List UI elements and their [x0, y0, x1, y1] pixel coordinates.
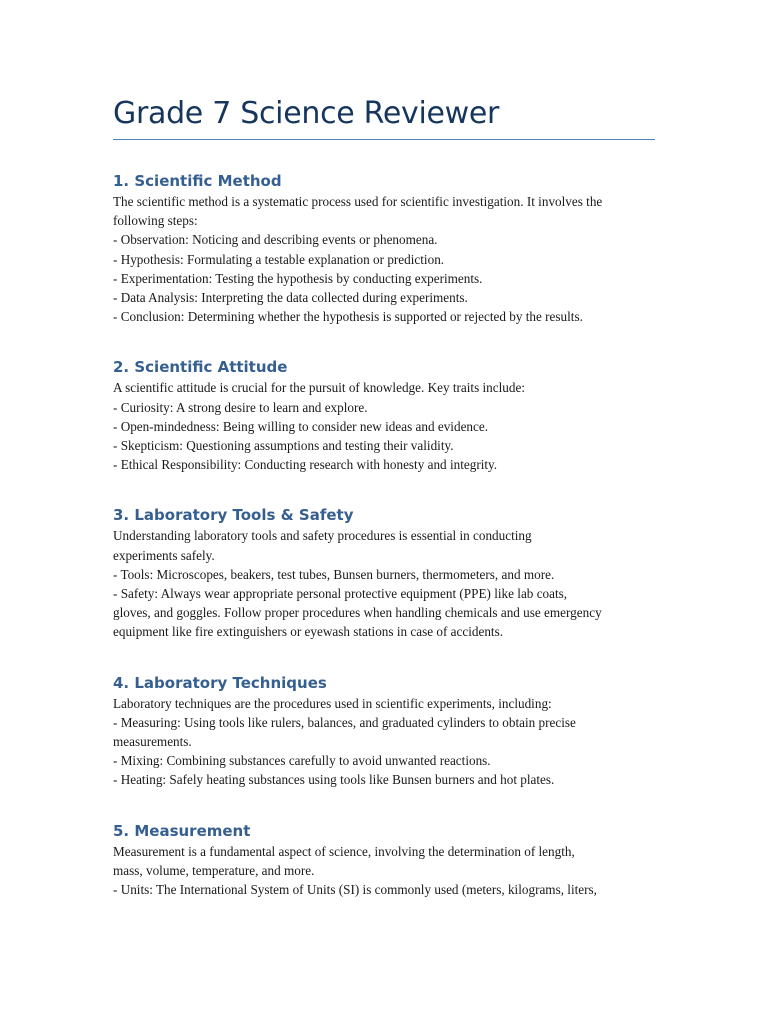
- body-line: - Data Analysis: Interpreting the data collected during experiments.: [113, 290, 468, 306]
- section-measurement: [113, 820, 655, 900]
- body-line: experiments safely.: [113, 547, 215, 563]
- title-underline: [113, 139, 655, 140]
- body-line: - Safety: Always wear appropriate personal protective equipment (PPE) like lab coats,: [113, 586, 568, 602]
- section-body: [113, 526, 655, 641]
- section-heading: 5. Measurement: [113, 821, 251, 840]
- body-line: measurements.: [113, 734, 192, 750]
- body-line: gloves, and goggles. Follow proper procedures when handling chemicals and use emergency: [113, 605, 602, 621]
- section-heading: 4. Laboratory Techniques: [113, 673, 327, 692]
- section-body: [113, 694, 655, 790]
- body-line: - Open-mindedness: Being willing to consider new ideas and evidence.: [113, 418, 489, 434]
- body-line: - Curiosity: A strong desire to learn and explore.: [113, 399, 368, 415]
- document-title: Grade 7 Science Reviewer: [113, 96, 500, 131]
- body-line: - Observation: Noticing and describing events or phenomena.: [113, 232, 438, 248]
- section-heading: 3. Laboratory Tools & Safety: [113, 506, 354, 525]
- section-heading: 2. Scientific Attitude: [113, 358, 288, 377]
- section-body: [113, 192, 655, 326]
- document-page: [113, 94, 655, 899]
- body-line: following steps:: [113, 213, 198, 229]
- body-line: - Mixing: Combining substances carefully to avoid unwanted reactions.: [113, 753, 491, 769]
- section-body: [113, 842, 655, 900]
- body-line: - Tools: Microscopes, beakers, test tubes, Bunsen burners, thermometers, and more.: [113, 566, 555, 582]
- body-line: mass, volume, temperature, and more.: [113, 862, 315, 878]
- body-line: Understanding laboratory tools and safety procedures is essential in conducting: [113, 528, 532, 544]
- body-line: - Ethical Responsibility: Conducting research with honesty and integrity.: [113, 457, 498, 473]
- body-line: A scientific attitude is crucial for the pursuit of knowledge. Key traits include:: [113, 380, 525, 396]
- body-line: Laboratory techniques are the procedures used in scientific experiments, including:: [113, 695, 552, 711]
- body-line: - Measuring: Using tools like rulers, balances, and graduated cylinders to obtain precise: [113, 714, 576, 730]
- section-scientific-attitude: [113, 356, 655, 474]
- body-line: - Conclusion: Determining whether the hypothesis is supported or rejected by the results.: [113, 309, 583, 325]
- body-line: - Heating: Safely heating substances using tools like Bunsen burners and hot plates.: [113, 772, 555, 788]
- body-line: Measurement is a fundamental aspect of science, involving the determination of length,: [113, 843, 575, 859]
- section-body: [113, 378, 655, 474]
- body-line: The scientific method is a systematic process used for scientific investigation. It involves the: [113, 194, 603, 209]
- body-line: - Hypothesis: Formulating a testable explanation or prediction.: [113, 251, 445, 267]
- section-laboratory-techniques: [113, 672, 655, 790]
- body-line: equipment like fire extinguishers or eyewash stations in case of accidents.: [113, 624, 504, 640]
- section-scientific-method: [113, 170, 655, 326]
- section-heading: 1. Scientific Method: [113, 172, 282, 190]
- section-laboratory-tools-safety: [113, 504, 655, 641]
- body-line: - Skepticism: Questioning assumptions and testing their validity.: [113, 438, 454, 454]
- body-line: - Units: The International System of Units (SI) is commonly used (meters, kilograms, liters,: [113, 882, 597, 898]
- body-line: - Experimentation: Testing the hypothesis by conducting experiments.: [113, 270, 483, 286]
